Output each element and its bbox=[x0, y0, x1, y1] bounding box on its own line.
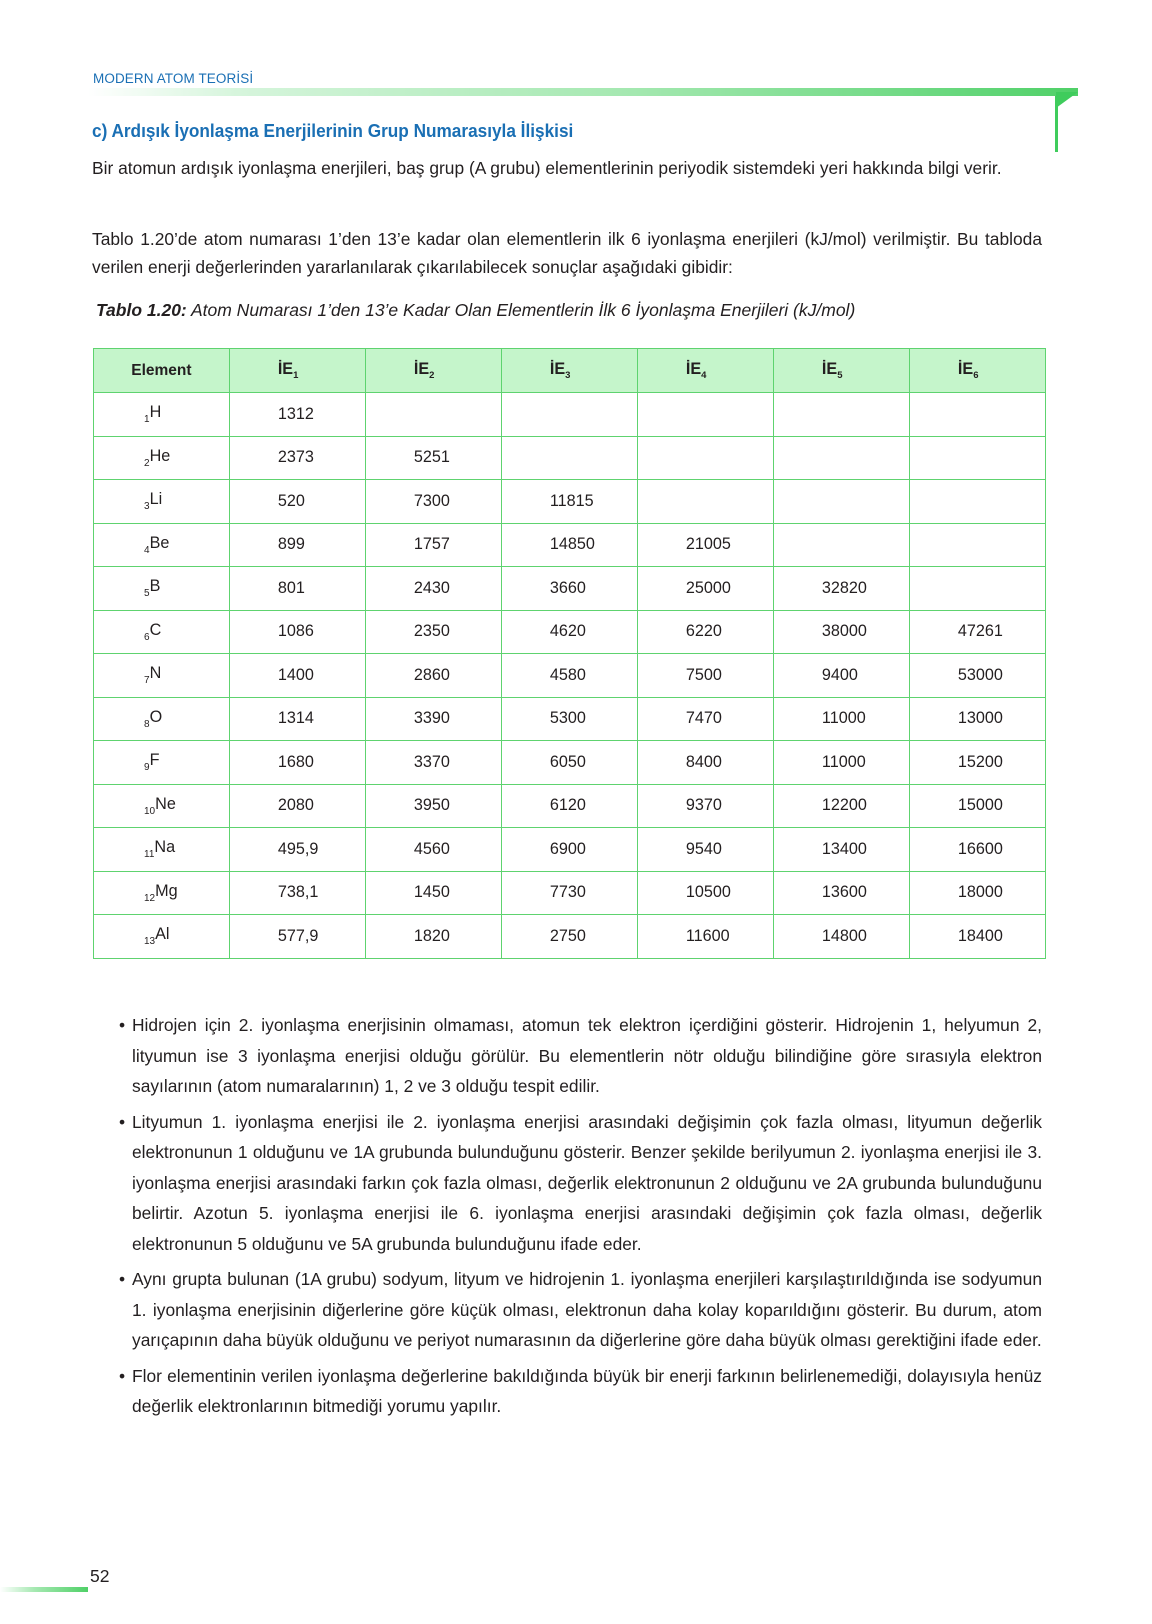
ie-value-cell bbox=[637, 436, 773, 480]
ie-value-cell: 6050 bbox=[501, 741, 637, 785]
atomic-number: 2 bbox=[144, 457, 150, 469]
ie-value-cell: 495,9 bbox=[229, 828, 365, 872]
atomic-number: 6 bbox=[144, 631, 150, 643]
ie-value-cell bbox=[501, 393, 637, 437]
element-cell bbox=[94, 784, 230, 828]
ie-value-cell: 11000 bbox=[773, 697, 909, 741]
ie-value-cell: 4560 bbox=[365, 828, 501, 872]
table-intro-paragraph: Tablo 1.20’de atom numarası 1’den 13’e kadar olan elementlerin ilk 6 iyonlaşma enerjileri (kJ/mol) verilmiştir. Bu tabloda verilen enerji değerlerinden yararlanılarak çıkarılabilecek sonuçlar aşağıdaki gibidir: bbox=[92, 229, 1042, 277]
element-symbol: O bbox=[149, 707, 163, 726]
ie-value-cell: 14800 bbox=[773, 915, 909, 959]
atomic-number: 11 bbox=[144, 849, 155, 861]
ie-value-cell bbox=[909, 480, 1045, 524]
ie-value-cell: 9540 bbox=[637, 828, 773, 872]
element-cell bbox=[94, 654, 230, 698]
table-row bbox=[94, 567, 1046, 611]
table-row bbox=[94, 610, 1046, 654]
ie-value-cell: 1400 bbox=[229, 654, 365, 698]
ie-value-cell bbox=[365, 393, 501, 437]
ie-value-cell: 2373 bbox=[229, 436, 365, 480]
ie-column-header: $İE_5$ bbox=[773, 349, 909, 393]
table-caption-label: Tablo 1.20: bbox=[96, 300, 187, 320]
ie-value-cell: 12200 bbox=[773, 784, 909, 828]
ie-value-cell bbox=[909, 436, 1045, 480]
element-cell bbox=[94, 436, 230, 480]
ie-value-cell: 1450 bbox=[365, 871, 501, 915]
ie-value-cell bbox=[501, 436, 637, 480]
list-item bbox=[92, 1107, 1042, 1260]
ie-value-cell bbox=[909, 393, 1045, 437]
element-symbol: F bbox=[149, 751, 160, 770]
ie-column-header: $İE_3$ bbox=[501, 349, 637, 393]
ie-value-cell: 801 bbox=[229, 567, 365, 611]
ie-value-cell: 520 bbox=[229, 480, 365, 524]
table-caption bbox=[96, 300, 855, 321]
ie-value-cell bbox=[909, 523, 1045, 567]
element-cell bbox=[94, 523, 230, 567]
ie-column-header: $İE_2$ bbox=[365, 349, 501, 393]
element-symbol: N bbox=[149, 664, 162, 683]
ie-value-cell: 5251 bbox=[365, 436, 501, 480]
page-number: 52 bbox=[90, 1566, 110, 1586]
ie-value-cell: 11000 bbox=[773, 741, 909, 785]
header-stem-decoration bbox=[1055, 96, 1058, 152]
ie-value-cell: 6900 bbox=[501, 828, 637, 872]
element-cell bbox=[94, 871, 230, 915]
list-item bbox=[92, 1010, 1042, 1102]
table-header-row bbox=[94, 349, 1046, 393]
table-caption-text: Atom Numarası 1’den 13’e Kadar Olan Elementlerin İlk 6 İyonlaşma Enerjileri (kJ/mol) bbox=[186, 300, 856, 320]
element-symbol: Mg bbox=[155, 881, 178, 900]
ie-value-cell: 3950 bbox=[365, 784, 501, 828]
element-symbol: Al bbox=[155, 925, 170, 944]
ie-value-cell: 11815 bbox=[501, 480, 637, 524]
element-cell bbox=[94, 828, 230, 872]
bullet-marker: • bbox=[119, 1365, 126, 1386]
element-cell bbox=[94, 610, 230, 654]
element-symbol: Be bbox=[149, 533, 170, 552]
element-cell bbox=[94, 393, 230, 437]
table-row bbox=[94, 436, 1046, 480]
list-item-text: Flor elementinin verilen iyonlaşma değerlerine bakıldığında büyük bir enerji farkının belirlenemediği, dolayısıyla henüz değerlik elektronlarının bitmediği yorumu yapılır. bbox=[132, 1365, 1042, 1416]
atomic-number: 3 bbox=[144, 501, 150, 513]
ie-value-cell: 2860 bbox=[365, 654, 501, 698]
ie-value-cell: 7730 bbox=[501, 871, 637, 915]
footer-gradient-bar bbox=[0, 1587, 88, 1592]
element-symbol: Ne bbox=[155, 794, 176, 813]
element-cell bbox=[94, 697, 230, 741]
ie-value-cell: 1086 bbox=[229, 610, 365, 654]
ie-column-header: $İE_6$ bbox=[909, 349, 1045, 393]
header-gradient-bar bbox=[88, 88, 1078, 96]
ie-value-cell: 738,1 bbox=[229, 871, 365, 915]
atomic-number: 13 bbox=[144, 936, 156, 948]
ie-value-cell: 1314 bbox=[229, 697, 365, 741]
table-row bbox=[94, 654, 1046, 698]
table-row bbox=[94, 480, 1046, 524]
running-header: MODERN ATOM TEORİSİ bbox=[93, 71, 254, 86]
intro-paragraph: Bir atomun ardışık iyonlaşma enerjileri, baş grup (A grubu) elementlerinin periyodik sistemdeki yeri hakkında bilgi verir. bbox=[92, 158, 1002, 178]
ie-value-cell: 13600 bbox=[773, 871, 909, 915]
ie-value-cell: 21005 bbox=[637, 523, 773, 567]
list-item bbox=[92, 1361, 1042, 1422]
element-symbol: B bbox=[149, 577, 161, 596]
ie-value-cell: 15200 bbox=[909, 741, 1045, 785]
atomic-number: 8 bbox=[144, 718, 150, 730]
ie-value-cell: 2430 bbox=[365, 567, 501, 611]
atomic-number: 5 bbox=[144, 588, 150, 600]
ie-value-cell bbox=[637, 480, 773, 524]
element-cell bbox=[94, 915, 230, 959]
ie-value-cell: 7300 bbox=[365, 480, 501, 524]
ie-value-cell: 1680 bbox=[229, 741, 365, 785]
element-column-header: Element bbox=[94, 349, 230, 393]
ie-value-cell: 7500 bbox=[637, 654, 773, 698]
ie-value-cell: 11600 bbox=[637, 915, 773, 959]
ie-value-cell: 1757 bbox=[365, 523, 501, 567]
bullet-marker: • bbox=[119, 1269, 126, 1289]
ie-value-cell: 3660 bbox=[501, 567, 637, 611]
ie-value-cell: 3390 bbox=[365, 697, 501, 741]
ie-value-cell: 7470 bbox=[637, 697, 773, 741]
ie-value-cell bbox=[773, 393, 909, 437]
element-cell bbox=[94, 741, 230, 785]
ie-value-cell: 6120 bbox=[501, 784, 637, 828]
ie-value-cell bbox=[773, 436, 909, 480]
list-item-text: Lityumun 1. iyonlaşma enerjisi ile 2. iyonlaşma enerjisi arasındaki değişimin çok fazla olması, lityumun değerlik elektronunun 1 olduğunu ve 1A grubunda bulunduğunu gösterir. Benzer şekilde berilyumun 2. iyonlaşma enerjisi ile 3. iyonlaşma enerjisi arasındaki farkın çok fazla olması, değerlik elektronunun 2 olduğunu ve 2A grubunda bulunduğunu belirtir. Azotun 5. iyonlaşma enerjisi ile 6. iyonlaşma enerjisi arasındaki değişimin çok fazla olması, değerlik elektronunun 5 olduğunu ve 5A grubunda bulunduğunu ifade eder. bbox=[132, 1111, 1042, 1254]
ie-value-cell: 899 bbox=[229, 523, 365, 567]
table-row bbox=[94, 915, 1046, 959]
ie-column-header: $İE_4$ bbox=[637, 349, 773, 393]
ie-value-cell: 8400 bbox=[637, 741, 773, 785]
element-symbol: Li bbox=[149, 490, 163, 509]
atomic-number: 9 bbox=[144, 762, 150, 774]
ie-value-cell: 6220 bbox=[637, 610, 773, 654]
ie-value-cell: 2750 bbox=[501, 915, 637, 959]
ie-value-cell: 2080 bbox=[229, 784, 365, 828]
element-symbol: Na bbox=[154, 838, 176, 857]
ie-value-cell: 10500 bbox=[637, 871, 773, 915]
ie-value-cell: 14850 bbox=[501, 523, 637, 567]
ie-value-cell: 13400 bbox=[773, 828, 909, 872]
table-row bbox=[94, 828, 1046, 872]
table-row bbox=[94, 393, 1046, 437]
element-symbol: He bbox=[149, 446, 171, 465]
ie-value-cell: 18000 bbox=[909, 871, 1045, 915]
list-item-text: Hidrojen için 2. iyonlaşma enerjisinin olmaması, atomun tek elektron içerdiğini gösterir. Hidrojenin 1, helyumun 2, lityumun ise 3 iyonlaşma enerjisi olduğu görülür. Bu elementlerin nötr olduğu bilindiğine göre sırasıyla elektron sayılarının (atom numaralarının) 1, 2 ve 3 olduğu tespit edilir. bbox=[132, 1015, 1042, 1096]
atomic-number: 12 bbox=[144, 892, 156, 904]
table-row bbox=[94, 741, 1046, 785]
ie-value-cell: 18400 bbox=[909, 915, 1045, 959]
ie-value-cell: 4580 bbox=[501, 654, 637, 698]
table-row bbox=[94, 784, 1046, 828]
section-title: c) Ardışık İyonlaşma Enerjilerinin Grup Numarasıyla İlişkisi bbox=[92, 120, 574, 141]
ie-value-cell: 5300 bbox=[501, 697, 637, 741]
ie-value-cell: 32820 bbox=[773, 567, 909, 611]
ie-value-cell: 25000 bbox=[637, 567, 773, 611]
ie-value-cell bbox=[909, 567, 1045, 611]
ie-value-cell: 13000 bbox=[909, 697, 1045, 741]
element-symbol: H bbox=[149, 403, 162, 422]
ie-value-cell bbox=[637, 393, 773, 437]
ie-value-cell: 1820 bbox=[365, 915, 501, 959]
ie-value-cell: 15000 bbox=[909, 784, 1045, 828]
atomic-number: 10 bbox=[144, 805, 156, 817]
ie-value-cell: 53000 bbox=[909, 654, 1045, 698]
bullet-marker: • bbox=[119, 1015, 126, 1035]
element-cell bbox=[94, 567, 230, 611]
table-row bbox=[94, 871, 1046, 915]
atomic-number: 1 bbox=[144, 414, 150, 426]
ie-value-cell bbox=[773, 480, 909, 524]
ie-value-cell: 16600 bbox=[909, 828, 1045, 872]
atomic-number: 7 bbox=[144, 675, 150, 687]
ie-value-cell: 577,9 bbox=[229, 915, 365, 959]
ionization-energy-table bbox=[93, 348, 1046, 959]
ie-value-cell bbox=[773, 523, 909, 567]
ie-value-cell: 47261 bbox=[909, 610, 1045, 654]
ie-value-cell: 38000 bbox=[773, 610, 909, 654]
ie-value-cell: 9400 bbox=[773, 654, 909, 698]
ie-value-cell: 1312 bbox=[229, 393, 365, 437]
ie-value-cell: 9370 bbox=[637, 784, 773, 828]
element-symbol: C bbox=[149, 620, 162, 639]
ie-column-header: $İE_1$ bbox=[229, 349, 365, 393]
bullet-marker: • bbox=[119, 1111, 126, 1132]
element-cell bbox=[94, 480, 230, 524]
ie-value-cell: 3370 bbox=[365, 741, 501, 785]
list-item bbox=[92, 1264, 1042, 1356]
header-flag-decoration bbox=[1056, 92, 1078, 108]
list-item-text: Aynı grupta bulunan (1A grubu) sodyum, lityum ve hidrojenin 1. iyonlaşma enerjileri karşılaştırıldığında ise sodyumun 1. iyonlaşma enerjisinin diğerlerine göre küçük olması, elektronun daha kolay koparıldığını gösterir. Bu durum, atom yarıçapının daha büyük olduğunu ve periyot numarasının da diğerlerine göre daha büyük olması gerektiğini ifade eder. bbox=[132, 1269, 1042, 1350]
ie-value-cell: 2350 bbox=[365, 610, 501, 654]
atomic-number: 4 bbox=[144, 544, 150, 556]
conclusions-list bbox=[92, 1010, 1042, 1427]
table-row bbox=[94, 697, 1046, 741]
table-row bbox=[94, 523, 1046, 567]
ie-value-cell: 4620 bbox=[501, 610, 637, 654]
